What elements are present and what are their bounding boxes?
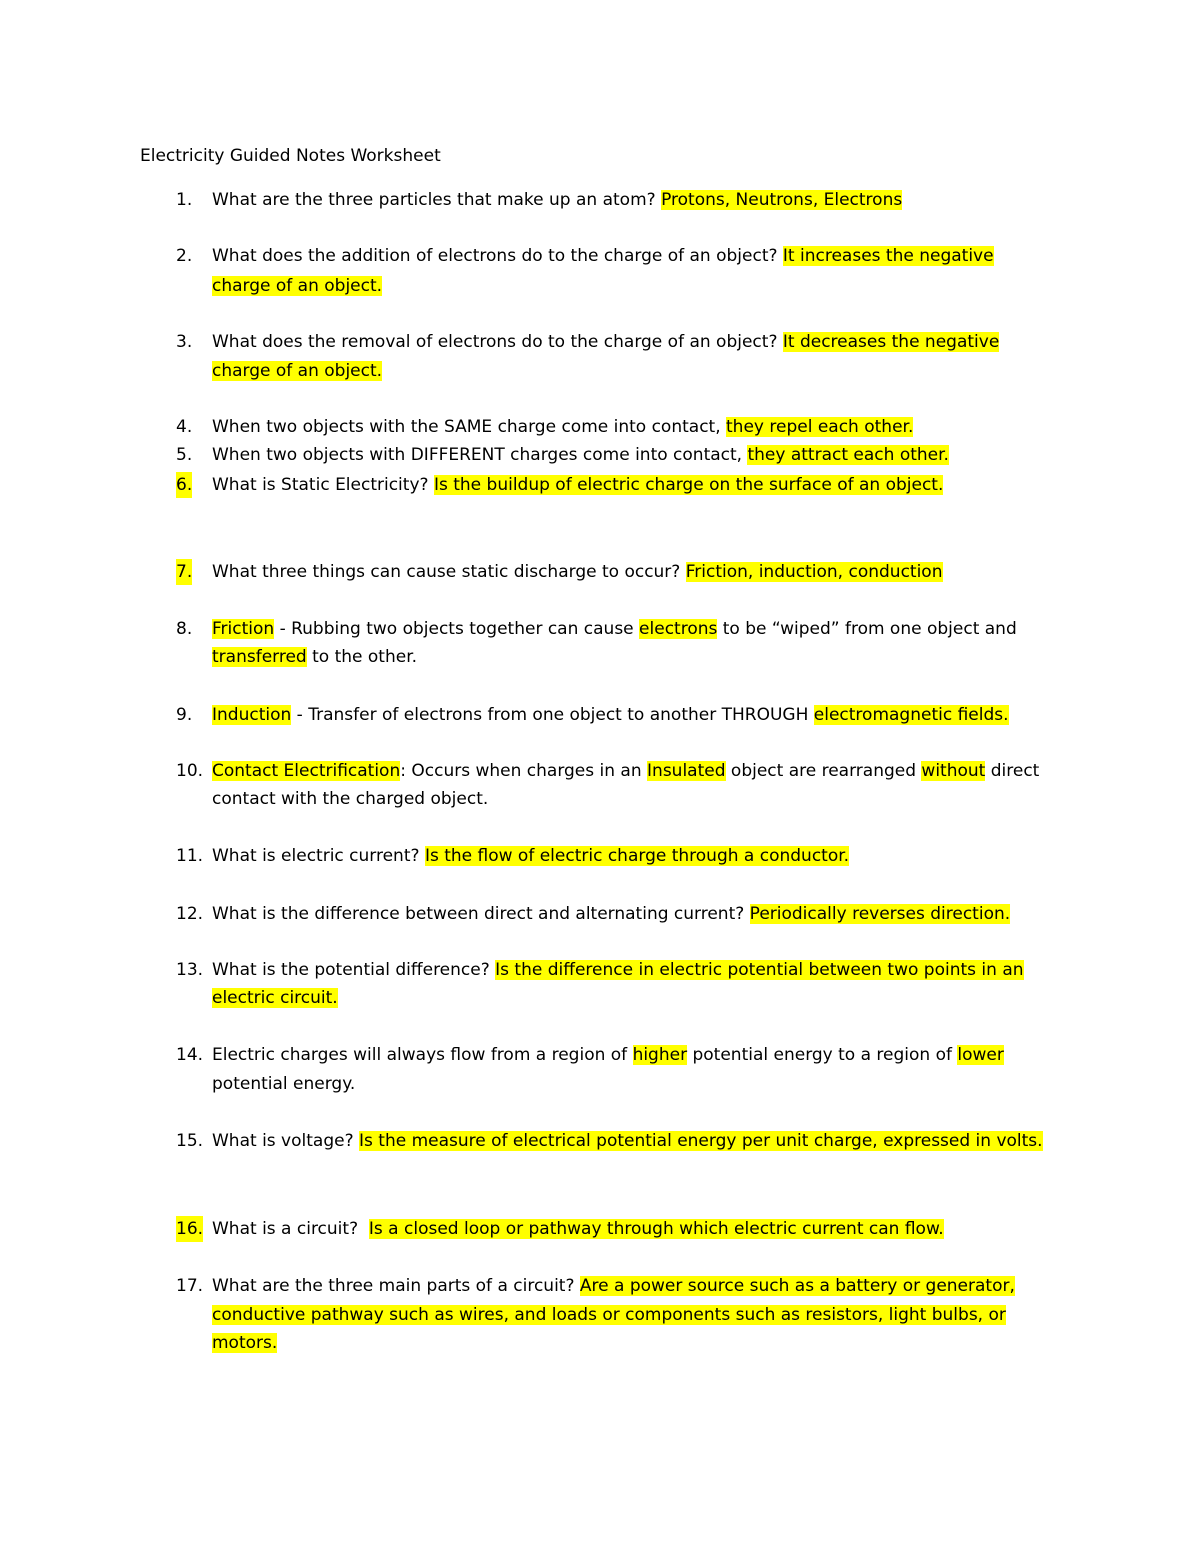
- item-number: 7.: [176, 559, 192, 585]
- highlighted-answer: Induction: [212, 705, 292, 725]
- item-number: 13.: [176, 960, 204, 980]
- item-number: 4.: [176, 417, 193, 437]
- item-number: 11.: [176, 846, 204, 866]
- item-line: [212, 1273, 1015, 1299]
- question-text: : Occurs when charges in an: [400, 761, 648, 781]
- highlighted-answer: Insulated: [647, 761, 726, 781]
- item-line: [212, 901, 1010, 927]
- item-number: 6.: [176, 472, 192, 498]
- item-line: [212, 1302, 1006, 1328]
- item-number: 5.: [176, 445, 193, 465]
- item-line: [212, 985, 338, 1011]
- item-number: 17.: [176, 1276, 204, 1296]
- item-line: [212, 273, 382, 299]
- highlighted-answer: Friction, induction, conduction: [685, 562, 943, 582]
- item-line: [212, 243, 994, 269]
- question-text: What is the difference between direct and alternating current?: [212, 904, 750, 924]
- item-line: [212, 843, 849, 869]
- highlighted-answer: they attract each other.: [747, 445, 949, 465]
- highlighted-answer: It decreases the negative: [782, 332, 1000, 352]
- item-line: [212, 1216, 944, 1242]
- highlighted-answer: electromagnetic fields.: [813, 705, 1009, 725]
- highlighted-answer: Is the measure of electrical potential energy per unit charge, expressed in volts.: [359, 1131, 1043, 1151]
- question-text: What are the three main parts of a circuit?: [212, 1276, 580, 1296]
- highlighted-answer: higher: [632, 1045, 688, 1065]
- item-number: 1.: [176, 190, 193, 210]
- question-text: What is Static Electricity?: [212, 475, 434, 495]
- question-text: What is a circuit?: [212, 1219, 369, 1239]
- highlighted-answer: charge of an object.: [212, 361, 383, 381]
- item-line: [212, 758, 1039, 784]
- highlighted-answer: Contact Electrification: [212, 761, 401, 781]
- highlighted-answer: Is the difference in electric potential between two points in an: [495, 960, 1024, 980]
- highlighted-answer: Protons, Neutrons, Electrons: [661, 190, 903, 210]
- highlighted-answer: lower: [957, 1045, 1004, 1065]
- question-text: potential energy to a region of: [687, 1045, 958, 1065]
- item-line: [212, 1330, 277, 1356]
- item-number: 14.: [176, 1045, 204, 1065]
- item-line: [212, 1042, 1004, 1068]
- question-text: to be “wiped” from one object and: [717, 619, 1017, 639]
- highlighted-answer: motors.: [212, 1333, 278, 1353]
- highlighted-answer: Periodically reverses direction.: [749, 904, 1011, 924]
- highlighted-answer: electrons: [639, 619, 718, 639]
- item-number: 9.: [176, 705, 193, 725]
- item-line: [212, 702, 1009, 728]
- question-text: Electric charges will always flow from a region of: [212, 1045, 633, 1065]
- item-number: 10.: [176, 761, 204, 781]
- highlighted-answer: charge of an object.: [212, 276, 383, 296]
- question-text: potential energy.: [212, 1074, 356, 1094]
- question-text: What are the three particles that make up an atom?: [212, 190, 662, 210]
- highlighted-answer: conductive pathway such as wires, and loads or components such as resistors, light bulbs, or: [212, 1305, 1006, 1325]
- item-number: 15.: [176, 1131, 204, 1151]
- highlighted-answer: Friction: [212, 619, 275, 639]
- item-line: [212, 644, 417, 670]
- worksheet-title: Electricity Guided Notes Worksheet: [140, 146, 441, 166]
- item-line: [212, 786, 488, 812]
- highlighted-answer: Are a power source such as a battery or generator,: [579, 1276, 1015, 1296]
- item-line: [212, 358, 382, 384]
- question-text: direct: [985, 761, 1040, 781]
- item-number: 3.: [176, 332, 193, 352]
- highlighted-answer: electric circuit.: [212, 988, 338, 1008]
- item-line: [212, 559, 943, 585]
- question-text: What is the potential difference?: [212, 960, 496, 980]
- question-text: contact with the charged object.: [212, 789, 489, 809]
- question-text: When two objects with the SAME charge come into contact,: [212, 417, 727, 437]
- highlighted-answer: they repel each other.: [726, 417, 914, 437]
- question-text: What is electric current?: [212, 846, 425, 866]
- question-text: - Rubbing two objects together can cause: [274, 619, 640, 639]
- question-text: object are rearranged: [725, 761, 922, 781]
- item-line: [212, 1071, 355, 1097]
- item-line: [212, 616, 1017, 642]
- highlighted-answer: Is the flow of electric charge through a conductor.: [424, 846, 850, 866]
- item-number: 16.: [176, 1216, 203, 1242]
- question-text: What does the removal of electrons do to the charge of an object?: [212, 332, 783, 352]
- item-line: [212, 1128, 1043, 1154]
- highlighted-answer: transferred: [212, 647, 307, 667]
- highlighted-answer: Is the buildup of electric charge on the surface of an object.: [433, 475, 944, 495]
- question-text: to the other.: [306, 647, 418, 667]
- item-line: [212, 957, 1024, 983]
- item-line: [212, 329, 999, 355]
- item-line: [212, 472, 943, 498]
- question-text: What three things can cause static discharge to occur?: [212, 562, 686, 582]
- item-line: [212, 442, 949, 468]
- question-text: When two objects with DIFFERENT charges come into contact,: [212, 445, 748, 465]
- item-line: [212, 414, 913, 440]
- highlighted-answer: without: [921, 761, 986, 781]
- question-text: What does the addition of electrons do to the charge of an object?: [212, 246, 783, 266]
- question-text: - Transfer of electrons from one object to another THROUGH: [291, 705, 814, 725]
- item-number: 12.: [176, 904, 204, 924]
- highlighted-answer: It increases the negative: [782, 246, 994, 266]
- item-line: [212, 187, 902, 213]
- highlighted-answer: Is a closed loop or pathway through which electric current can flow.: [368, 1219, 944, 1239]
- item-number: 8.: [176, 619, 193, 639]
- item-number: 2.: [176, 246, 193, 266]
- question-text: What is voltage?: [212, 1131, 359, 1151]
